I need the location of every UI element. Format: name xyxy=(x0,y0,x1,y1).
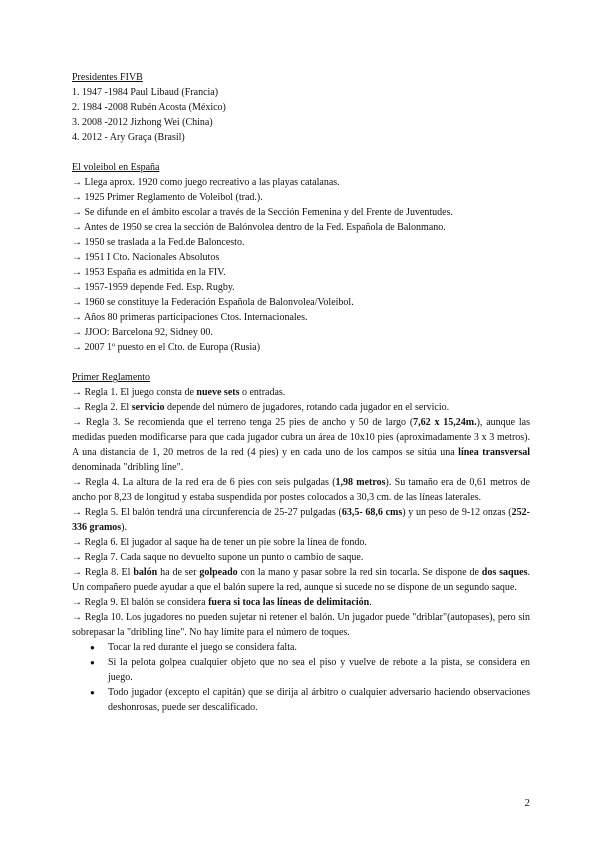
spain-item: → JJOO: Barcelona 92, Sidney 00. xyxy=(72,327,213,338)
rule-10-bullets xyxy=(72,640,530,715)
spain-heading: El voleibol en España xyxy=(72,162,160,173)
rule-7: → Regla 7. Cada saque no devuelto supone un punto o cambio de saque. xyxy=(72,552,364,563)
rule-9: → Regla 9. El balón se considera fuera si toca las líneas de delimitación. xyxy=(72,597,372,608)
spain-item: → 1960 se constituye la Federación Española de Balonvolea/Voleibol. xyxy=(72,297,354,308)
document-page xyxy=(72,70,530,715)
rule-5: → Regla 5. El balón tendrá una circunferencia de 25-27 pulgadas (63,5- 68,6 cms) y un peso de 9-12 onzas (252-336 gramos). xyxy=(72,507,530,533)
spain-item: → 1950 se traslada a la Fed.de Baloncesto. xyxy=(72,237,245,248)
rule-1: → Regla 1. El juego consta de nueve sets o entradas. xyxy=(72,387,286,398)
rules-section xyxy=(72,370,530,715)
president-item: 3. 2008 -2012 Jizhong Wei (China) xyxy=(72,117,213,128)
rule-6: → Regla 6. El jugador al saque ha de tener un pie sobre la línea de fondo. xyxy=(72,537,367,548)
presidents-section xyxy=(72,70,530,145)
rule-8: → Regla 8. El balón ha de ser golpeado con la mano y pasar sobre la red sin tocarla. Se dispone de dos saques. Un compañero puede ayudar a que el balón supere la red, aunque si sucede no se dispone de un segundo saque. xyxy=(72,567,530,593)
spain-item: → 2007 1º puesto en el Cto. de Europa (Rusia) xyxy=(72,342,261,353)
spain-item: → 1951 I Cto. Nacionales Absolutos xyxy=(72,252,220,263)
spain-section xyxy=(72,160,530,355)
president-item: 2. 1984 -2008 Rubén Acosta (México) xyxy=(72,102,226,113)
spain-item: → Llega aprox. 1920 como juego recreativo a las playas catalanas. xyxy=(72,177,340,188)
spain-item: → Se difunde en el ámbito escolar a través de la Sección Femenina y del Frente de Juventudes. xyxy=(72,207,453,218)
page-number: 2 xyxy=(524,797,530,809)
presidents-heading: Presidentes FIVB xyxy=(72,72,143,83)
rule-10: → Regla 10. Los jugadores no pueden sujetar ni retener el balón. Un jugador puede "driblar"(autopases), pero sin sobrepasar la "dribling line". No hay límite para el número de toques. xyxy=(72,612,530,638)
rules-heading: Primer Reglamento xyxy=(72,372,151,383)
spain-item: → 1957-1959 depende Fed. Esp. Rugby. xyxy=(72,282,235,293)
spain-item: → 1925 Primer Reglamento de Voleibol (trad.). xyxy=(72,192,263,203)
spain-item: → Antes de 1950 se crea la sección de Balónvolea dentro de la Fed. Española de Balonmano. xyxy=(72,222,446,233)
bullet-item: ● Si la pelota golpea cualquier objeto que no sea el piso y vuelve de rebote a la pista, se considera en juego. xyxy=(72,655,530,685)
rule-4: → Regla 4. La altura de la red era de 6 pies con seis pulgadas (1,98 metros). Su tamaño era de 0,61 metros de ancho por 8,23 de longitud y estaba suspendida por postes colocados a 30,3 cm. de las líneas laterales. xyxy=(72,477,530,503)
bullet-item: ● Todo jugador (excepto el capitán) que se dirija al árbitro o cualquier adversario haciendo observaciones deshonrosas, puede ser descalificado. xyxy=(72,685,530,715)
president-item: 4. 2012 - Ary Graça (Brasil) xyxy=(72,132,185,143)
president-item: 1. 1947 -1984 Paul Libaud (Francia) xyxy=(72,87,219,98)
bullet-item: ● Tocar la red durante el juego se considera falta. xyxy=(72,640,530,655)
spain-item: → 1953 España es admitida en la FIV. xyxy=(72,267,226,278)
rule-3: → Regla 3. Se recomienda que el terreno tenga 25 pies de ancho y 50 de largo (7,62 x 15,24m.), aunque las medidas pueden modificarse para que cada jugador cubra un área de 10x10 pies (aproximadamente 3 x 3 metros). A una distancia de 1, 20 metros de la red (4 pies) y en cada uno de los campos se sitúa una línea transversal denominada "dribling line". xyxy=(72,417,531,473)
rule-2: → Regla 2. El servicio depende del número de jugadores, rotando cada jugador en el servicio. xyxy=(72,402,450,413)
spain-item: → Años 80 primeras participaciones Ctos. Internacionales. xyxy=(72,312,308,323)
